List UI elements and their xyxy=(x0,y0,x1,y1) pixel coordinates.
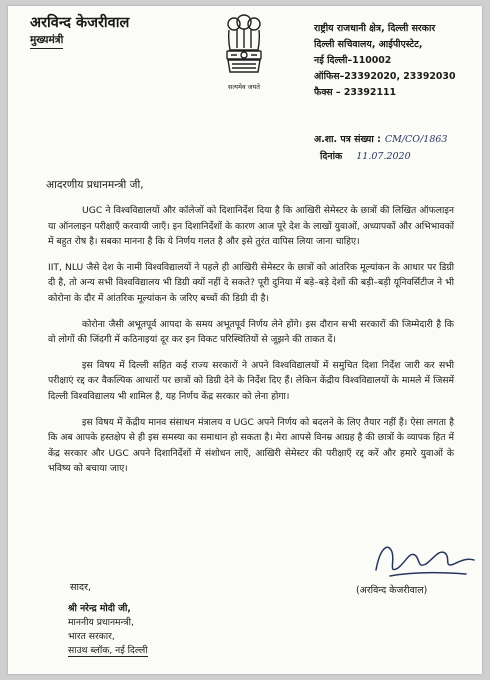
body-paragraph: इस विषय में दिल्ली सहित कई राज्य सरकारों ने अपने विश्वविद्यालयों में समुचित दिशा निर्देश जारी कर सभी परीक्षाएं रद्द कर वैकल्पिक आधारों पर छात्रों को डिग्री देने के निर्देश दिए हैं। लेकिन केंद्रीय विश्वविद्यालयों के मामले में जिसमें दिल्ली विश्वविद्यालय भी शामिल है, यह निर्णय केंद्र सरकार को लेना होगा। xyxy=(48,359,454,402)
recipient-block xyxy=(68,602,148,658)
reference-number-value: CM/CO/1863 xyxy=(384,134,448,145)
address-line: राष्ट्रीय राजधानी क्षेत्र, दिल्ली सरकार xyxy=(314,23,436,34)
letter-body xyxy=(48,203,454,487)
reference-date-value: 11.07.2020 xyxy=(356,151,411,162)
closing: सादर, xyxy=(70,582,92,593)
address-line: फैक्स – 23392111 xyxy=(314,87,397,98)
recipient-line: भारत सरकार, xyxy=(68,631,115,642)
national-emblem-icon xyxy=(220,14,268,86)
body-paragraph: कोरोना जैसी अभूतपूर्व आपदा के समय अभूतपूर्व निर्णय लेने होंगे। इस दौरान सभी सरकारों की जिम्मेदारी है कि वो लोगों की जिंदगी में कठिनाइयां दूर कर इन विकट परिस्थितियों से जूझने की ताकत दें। xyxy=(48,318,454,346)
address-line: दिल्ली सचिवालय, आईपीएस्टेट, xyxy=(314,39,423,50)
letter-page xyxy=(8,6,482,674)
emblem-motto: सत्यमेव जयते xyxy=(228,83,260,91)
signer-name: (अरविन्द केजरीवाल) xyxy=(356,585,428,596)
recipient-line: साउथ ब्लॉक, नई दिल्ली xyxy=(68,645,148,656)
body-paragraph: IIT, NLU जैसे देश के नामी विश्वविद्यालयों ने पहले ही आखिरी सेमेस्टर के छात्रों को आंतरिक मूल्यांकन के आधार पर डिग्री दी है, तो अन्य सभी विश्वविद्यालय भी डिग्री क्यों नहीं दे सकते? पूरी दुनिया में बड़े–बड़े देशों की बड़ी–बड़ी यूनिवर्सिटीज ने भी कोरोना के दौर में आंतरिक मूल्यांकन के जरिए बच्चों की डिग्री दी है। xyxy=(48,261,454,304)
handwritten-signature xyxy=(370,534,480,582)
address-line: ऑफिस–23392020, 23392030 xyxy=(314,71,456,82)
reference-date-label: दिनांक xyxy=(320,151,343,162)
reference-number-label: अ.शा. पत्र संख्या : xyxy=(314,134,381,145)
reference-number-row xyxy=(314,131,447,148)
sender-designation: मुख्यमंत्री xyxy=(30,33,63,49)
recipient-line: माननीय प्रधानमन्त्री, xyxy=(68,617,134,628)
reference-date-row xyxy=(314,148,447,165)
body-paragraph: इस विषय में केंद्रीय मानव संसाधन मंत्रालय व UGC अपने निर्णय को बदलने के लिए तैयार नहीं हैं। ऐसा लगता है कि अब आपके हस्तक्षेप से ही इस समस्या का समाधान हो सकता है। मेरा आपसे विनम्र आग्रह है की छात्रों के व्यापक हित में केंद्र सरकार और UGC अपने दिशानिर्देशों में संशोधन लाएँ, आखिरी सेमेस्टर की परीक्षाएँ रद्द करें और हमारे युवाओं के भविष्य को बचाया जाए। xyxy=(48,416,454,475)
reference-block xyxy=(314,131,447,165)
recipient-name: श्री नरेन्द्र मोदी जी, xyxy=(68,603,131,614)
body-paragraph: UGC ने विश्वविद्यालयों और कॉलेजों को दिशानिर्देश दिया है कि आखिरी सेमेस्टर के छात्रों की लिखित ऑफलाइन या ऑनलाइन परीक्षाएँ करवायी जाएँ। इन दिशानिर्देशों के कारण आज पूरे देश के लाखों युवाओं, अध्यापकों और अभिभावकों में बहुत रोष है। सबका मानना है कि ये निर्णय गलत है और इसे तुरंत वापिस लिया जाना चाहिए। xyxy=(48,205,454,248)
letterhead-address xyxy=(314,21,455,101)
sender-name: अरविन्द केजरीवाल xyxy=(30,15,130,31)
salutation: आदरणीय प्रधानमन्त्री जी, xyxy=(46,179,144,191)
address-line: नई दिल्ली–110002 xyxy=(314,55,392,66)
